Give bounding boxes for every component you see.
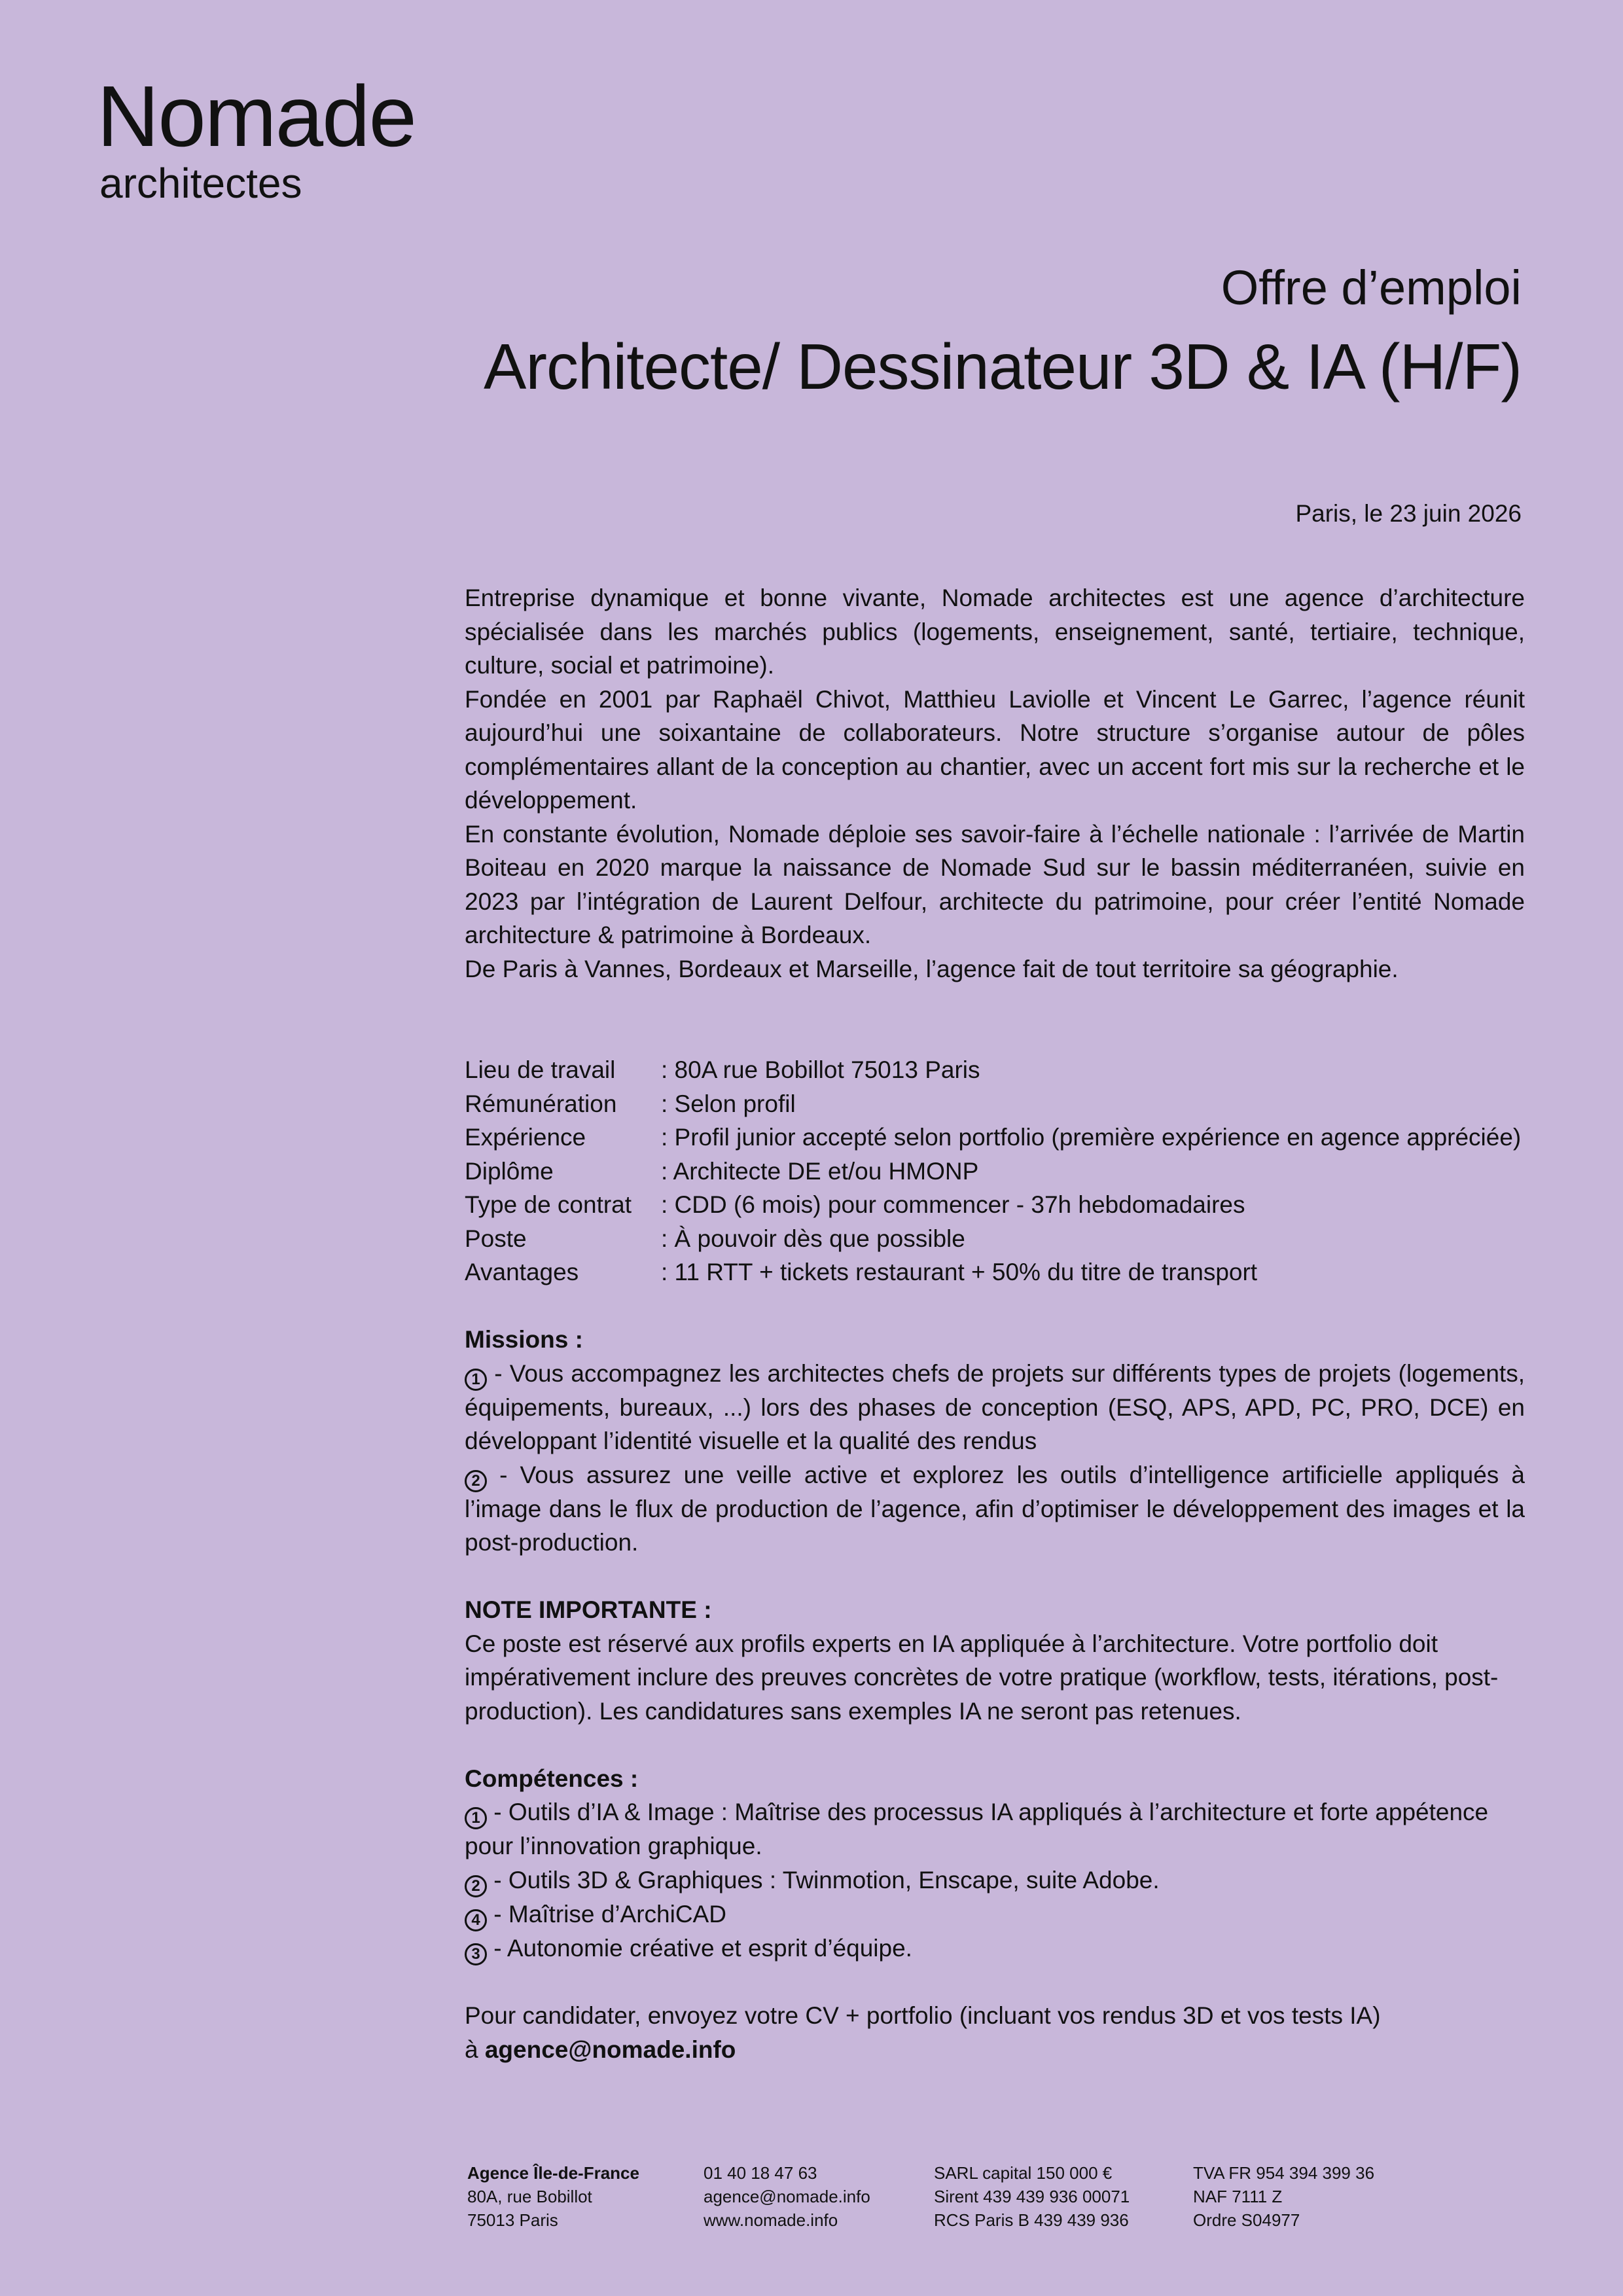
email-prefix: à (465, 2036, 485, 2063)
skill-text: - Outils 3D & Graphiques : Twinmotion, Enscape, suite Adobe. (487, 1866, 1160, 1893)
detail-label: Rémunération (465, 1090, 617, 1117)
footer-order: Ordre S04977 (1193, 2210, 1300, 2230)
footer-street: 80A, rue Bobillot (467, 2187, 592, 2206)
note-text: Ce poste est réservé aux profils experts en IA appliquée à l’architecture. Votre portfolio doit impérativement inclure des preuves concrètes de votre pratique (workflow, tests, itérations, post-production). Les candidatures sans exemples IA ne seront pas retenues. (465, 1630, 1499, 1725)
footer-legal-column (934, 2161, 1193, 2232)
footer (467, 2161, 1429, 2232)
footer-city: 75013 Paris (467, 2210, 558, 2230)
detail-value: : À pouvoir dès que possible (661, 1225, 965, 1252)
note-section (465, 1593, 1525, 1728)
document-header (278, 255, 1522, 406)
skill-item (465, 1931, 1525, 1965)
contact-email[interactable]: agence@nomade.info (484, 2036, 736, 2063)
detail-label: Lieu de travail (465, 1056, 616, 1083)
detail-value: : 80A rue Bobillot 75013 Paris (661, 1056, 980, 1083)
number-1-icon: 1 (465, 1369, 487, 1391)
footer-rcs: RCS Paris B 439 439 936 (934, 2210, 1129, 2230)
detail-row (465, 1087, 1521, 1121)
mission-item (465, 1458, 1525, 1560)
footer-agency-name: Agence Île-de-France (467, 2163, 639, 2183)
intro-paragraph: De Paris à Vannes, Bordeaux et Marseille, l’agence fait de tout territoire sa géographie. (465, 955, 1399, 982)
logo-name: Nomade (97, 68, 416, 164)
document-body (465, 581, 1525, 2066)
number-2-icon: 2 (465, 1470, 487, 1492)
footer-website[interactable]: www.nomade.info (704, 2210, 838, 2230)
skill-text: - Maîtrise d’ArchiCAD (487, 1900, 726, 1928)
application-instructions: Pour candidater, envoyez votre CV + portfolio (incluant vos rendus 3D et vos tests IA) (465, 2002, 1381, 2029)
application-contact (465, 2033, 1525, 2067)
detail-row (465, 1255, 1521, 1289)
footer-agency-column (467, 2161, 704, 2232)
skill-item (465, 1795, 1525, 1863)
skill-text: - Autonomie créative et esprit d’équipe. (487, 1934, 912, 1962)
missions-section (465, 1323, 1525, 1560)
job-title: Architecte/ Dessinateur 3D & IA (H/F) (484, 331, 1522, 403)
footer-contact-column (704, 2161, 934, 2232)
intro-paragraph: Fondée en 2001 par Raphaël Chivot, Matthieu Laviolle et Vincent Le Garrec, l’agence réunit aujourd’hui une soixantaine de collaborateurs. Notre structure s’organise autour de pôles complémentaires allant de la conception au chantier, avec un accent fort mis sur la recherche et le développement. (465, 685, 1525, 814)
job-details-table (465, 1053, 1521, 1289)
detail-label: Avantages (465, 1259, 579, 1285)
number-2-icon: 2 (465, 1875, 487, 1897)
footer-siret: Sirent 439 439 936 00071 (934, 2187, 1130, 2206)
missions-heading: Missions : (465, 1326, 583, 1353)
footer-naf: NAF 7111 Z (1193, 2187, 1283, 2206)
skill-text: - Outils d’IA & Image : Maîtrise des processus IA appliqués à l’architecture et forte appétence pour l’innovation graphique. (465, 1799, 1489, 1859)
logo-subtitle: architectes (99, 160, 302, 207)
mission-text: - Vous assurez une veille active et explorez les outils d’intelligence artificielle appliqués à l’image dans le flux de production de l’agence, afin d’optimiser le développement des images et la post-production. (465, 1461, 1525, 1556)
footer-capital: SARL capital 150 000 € (934, 2163, 1113, 2183)
skill-item (465, 1897, 1525, 1931)
detail-value: : Selon profil (661, 1090, 796, 1117)
detail-row (465, 1155, 1521, 1189)
skills-section (465, 1762, 1525, 1965)
detail-label: Diplôme (465, 1157, 554, 1185)
footer-phone: 01 40 18 47 63 (704, 2163, 817, 2183)
detail-value: : 11 RTT + tickets restaurant + 50% du titre de transport (661, 1259, 1258, 1285)
detail-value: : Profil junior accepté selon portfolio (première expérience en agence appréciée) (661, 1124, 1522, 1151)
detail-row (465, 1222, 1521, 1256)
detail-row (465, 1188, 1521, 1222)
detail-value: : CDD (6 mois) pour commencer - 37h hebdomadaires (661, 1191, 1245, 1218)
company-introduction (465, 581, 1525, 986)
detail-label: Expérience (465, 1124, 586, 1151)
intro-paragraph: En constante évolution, Nomade déploie ses savoir-faire à l’échelle nationale : l’arrivée de Martin Boiteau en 2020 marque la naissance de Nomade Sud sur le bassin méditerranéen, suivie en 2023 par l’intégration de Laurent Delfour, architecte du patrimoine, pour créer l’entité Nomade architecture & patrimoine à Bordeaux. (465, 820, 1525, 948)
number-3-icon: 3 (465, 1943, 487, 1965)
detail-label: Type de contrat (465, 1191, 632, 1218)
note-heading: NOTE IMPORTANTE : (465, 1596, 712, 1623)
detail-row (465, 1121, 1521, 1155)
detail-row (465, 1053, 1521, 1087)
footer-registration-column (1193, 2161, 1429, 2232)
intro-paragraph: Entreprise dynamique et bonne vivante, Nomade architectes est une agence d’architecture spécialisée dans les marchés publics (logements, enseignement, santé, tertiaire, technique, culture, social et patrimoine). (465, 584, 1525, 679)
number-4-icon: 4 (465, 1909, 487, 1931)
number-1-icon: 1 (465, 1807, 487, 1829)
skill-item (465, 1863, 1525, 1897)
company-logo (97, 68, 416, 207)
footer-email[interactable]: agence@nomade.info (704, 2187, 870, 2206)
application-section (465, 1999, 1525, 2066)
skills-heading: Compétences : (465, 1765, 639, 1792)
detail-label: Poste (465, 1225, 527, 1252)
document-date: Paris, le 23 juin 2026 (1295, 500, 1522, 527)
detail-value: : Architecte DE et/ou HMONP (661, 1157, 979, 1185)
mission-item (465, 1357, 1525, 1458)
footer-vat: TVA FR 954 394 399 36 (1193, 2163, 1375, 2183)
document-kicker: Offre d’emploi (1221, 260, 1522, 315)
mission-text: - Vous accompagnez les architectes chefs de projets sur différents types de projets (logements, équipements, bureaux, ...) lors des phases de conception (ESQ, APS, APD, PC, PRO, DCE) en développant l’identité visuelle et la qualité des rendus (465, 1359, 1525, 1454)
